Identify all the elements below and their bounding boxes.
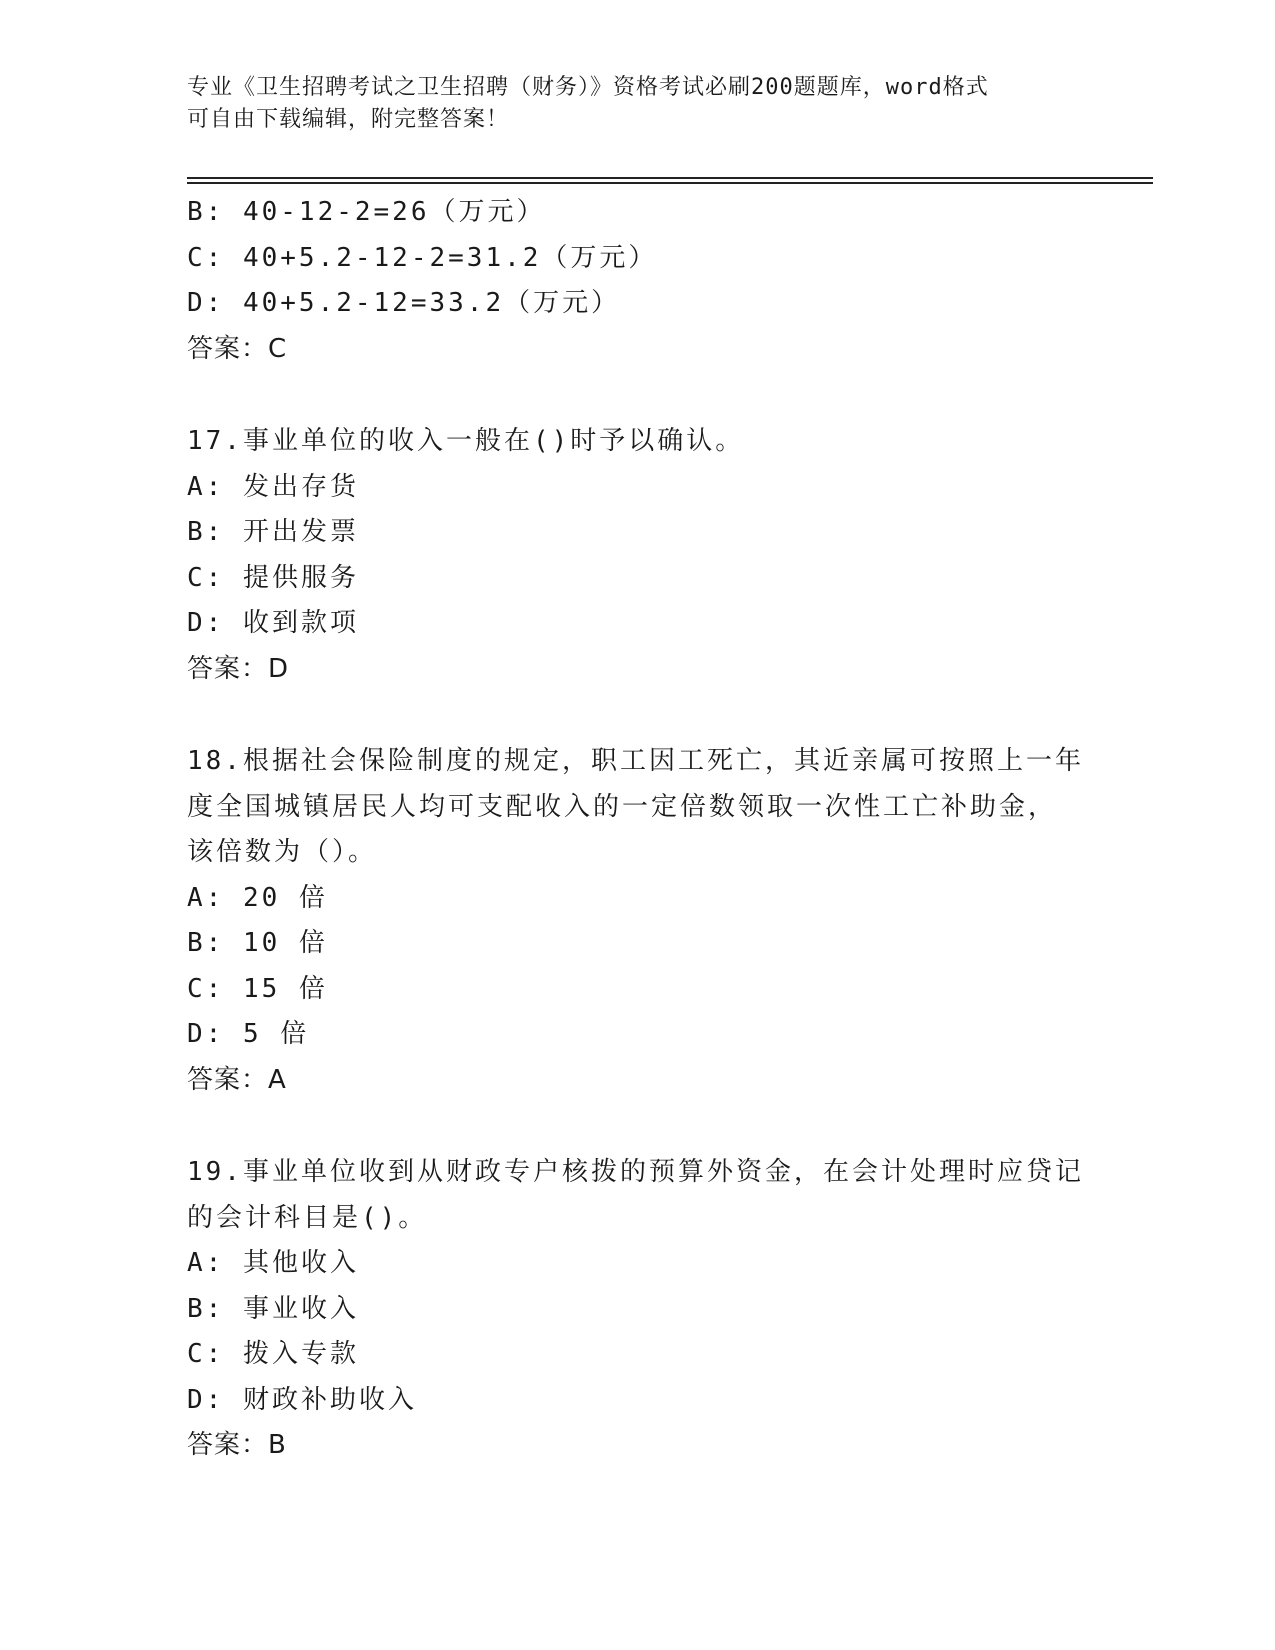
option-a: A: 其他收入 bbox=[187, 1248, 359, 1278]
option-c: C: 40+5.2-12-2=31.2（万元） bbox=[187, 242, 658, 273]
option-b: B: 事业收入 bbox=[187, 1293, 359, 1324]
header-line-2: 可自由下载编辑，附完整答案！ bbox=[187, 107, 510, 132]
option-b: B: 10 倍 bbox=[187, 928, 328, 958]
spacer bbox=[187, 1103, 1087, 1150]
option-a: A: 发出存货 bbox=[187, 471, 359, 502]
answer-line: 答案：D bbox=[187, 653, 290, 684]
answer-line: 答案：A bbox=[187, 1064, 287, 1095]
option-d: D: 财政补助收入 bbox=[187, 1384, 417, 1415]
answer-line: 答案：C bbox=[187, 333, 288, 364]
option-c: C: 拨入专款 bbox=[187, 1339, 359, 1369]
header-line-1: 专业《卫生招聘考试之卫生招聘（财务）》资格考试必刷200题题库，word格式 bbox=[187, 75, 989, 100]
header-divider-top bbox=[187, 177, 1153, 179]
question-19 bbox=[187, 1150, 1087, 1469]
question-stem-line-2: 度全国城镇居民人均可支配收入的一定倍数领取一次性工亡补助金， bbox=[187, 791, 1058, 822]
question-17 bbox=[187, 419, 1087, 692]
option-c: C: 提供服务 bbox=[187, 562, 359, 593]
question-stem-line-2: 的会计科目是()。 bbox=[187, 1202, 428, 1233]
option-a: A: 20 倍 bbox=[187, 882, 328, 913]
question-content bbox=[187, 190, 1087, 1469]
document-header bbox=[187, 72, 1087, 136]
option-c: C: 15 倍 bbox=[187, 973, 328, 1004]
option-d: D: 5 倍 bbox=[187, 1019, 310, 1049]
question-stem-line-1: 18.根据社会保险制度的规定，职工因工死亡，其近亲属可按照上一年 bbox=[187, 746, 1084, 776]
spacer bbox=[187, 372, 1087, 419]
option-d: D: 40+5.2-12=33.2（万元） bbox=[187, 288, 621, 318]
prev-question bbox=[187, 190, 1087, 372]
option-b: B: 开出发票 bbox=[187, 517, 359, 547]
option-d: D: 收到款项 bbox=[187, 608, 359, 638]
question-stem-line-1: 19.事业单位收到从财政专户核拨的预算外资金，在会计处理时应贷记 bbox=[187, 1157, 1084, 1187]
answer-line: 答案：B bbox=[187, 1430, 287, 1460]
spacer bbox=[187, 692, 1087, 739]
header-divider-bottom bbox=[187, 182, 1153, 184]
question-18 bbox=[187, 739, 1087, 1103]
option-b: B: 40-12-2=26（万元） bbox=[187, 197, 546, 227]
question-stem-line-3: 该倍数为（）。 bbox=[187, 837, 378, 867]
question-stem: 17.事业单位的收入一般在()时予以确认。 bbox=[187, 426, 745, 456]
